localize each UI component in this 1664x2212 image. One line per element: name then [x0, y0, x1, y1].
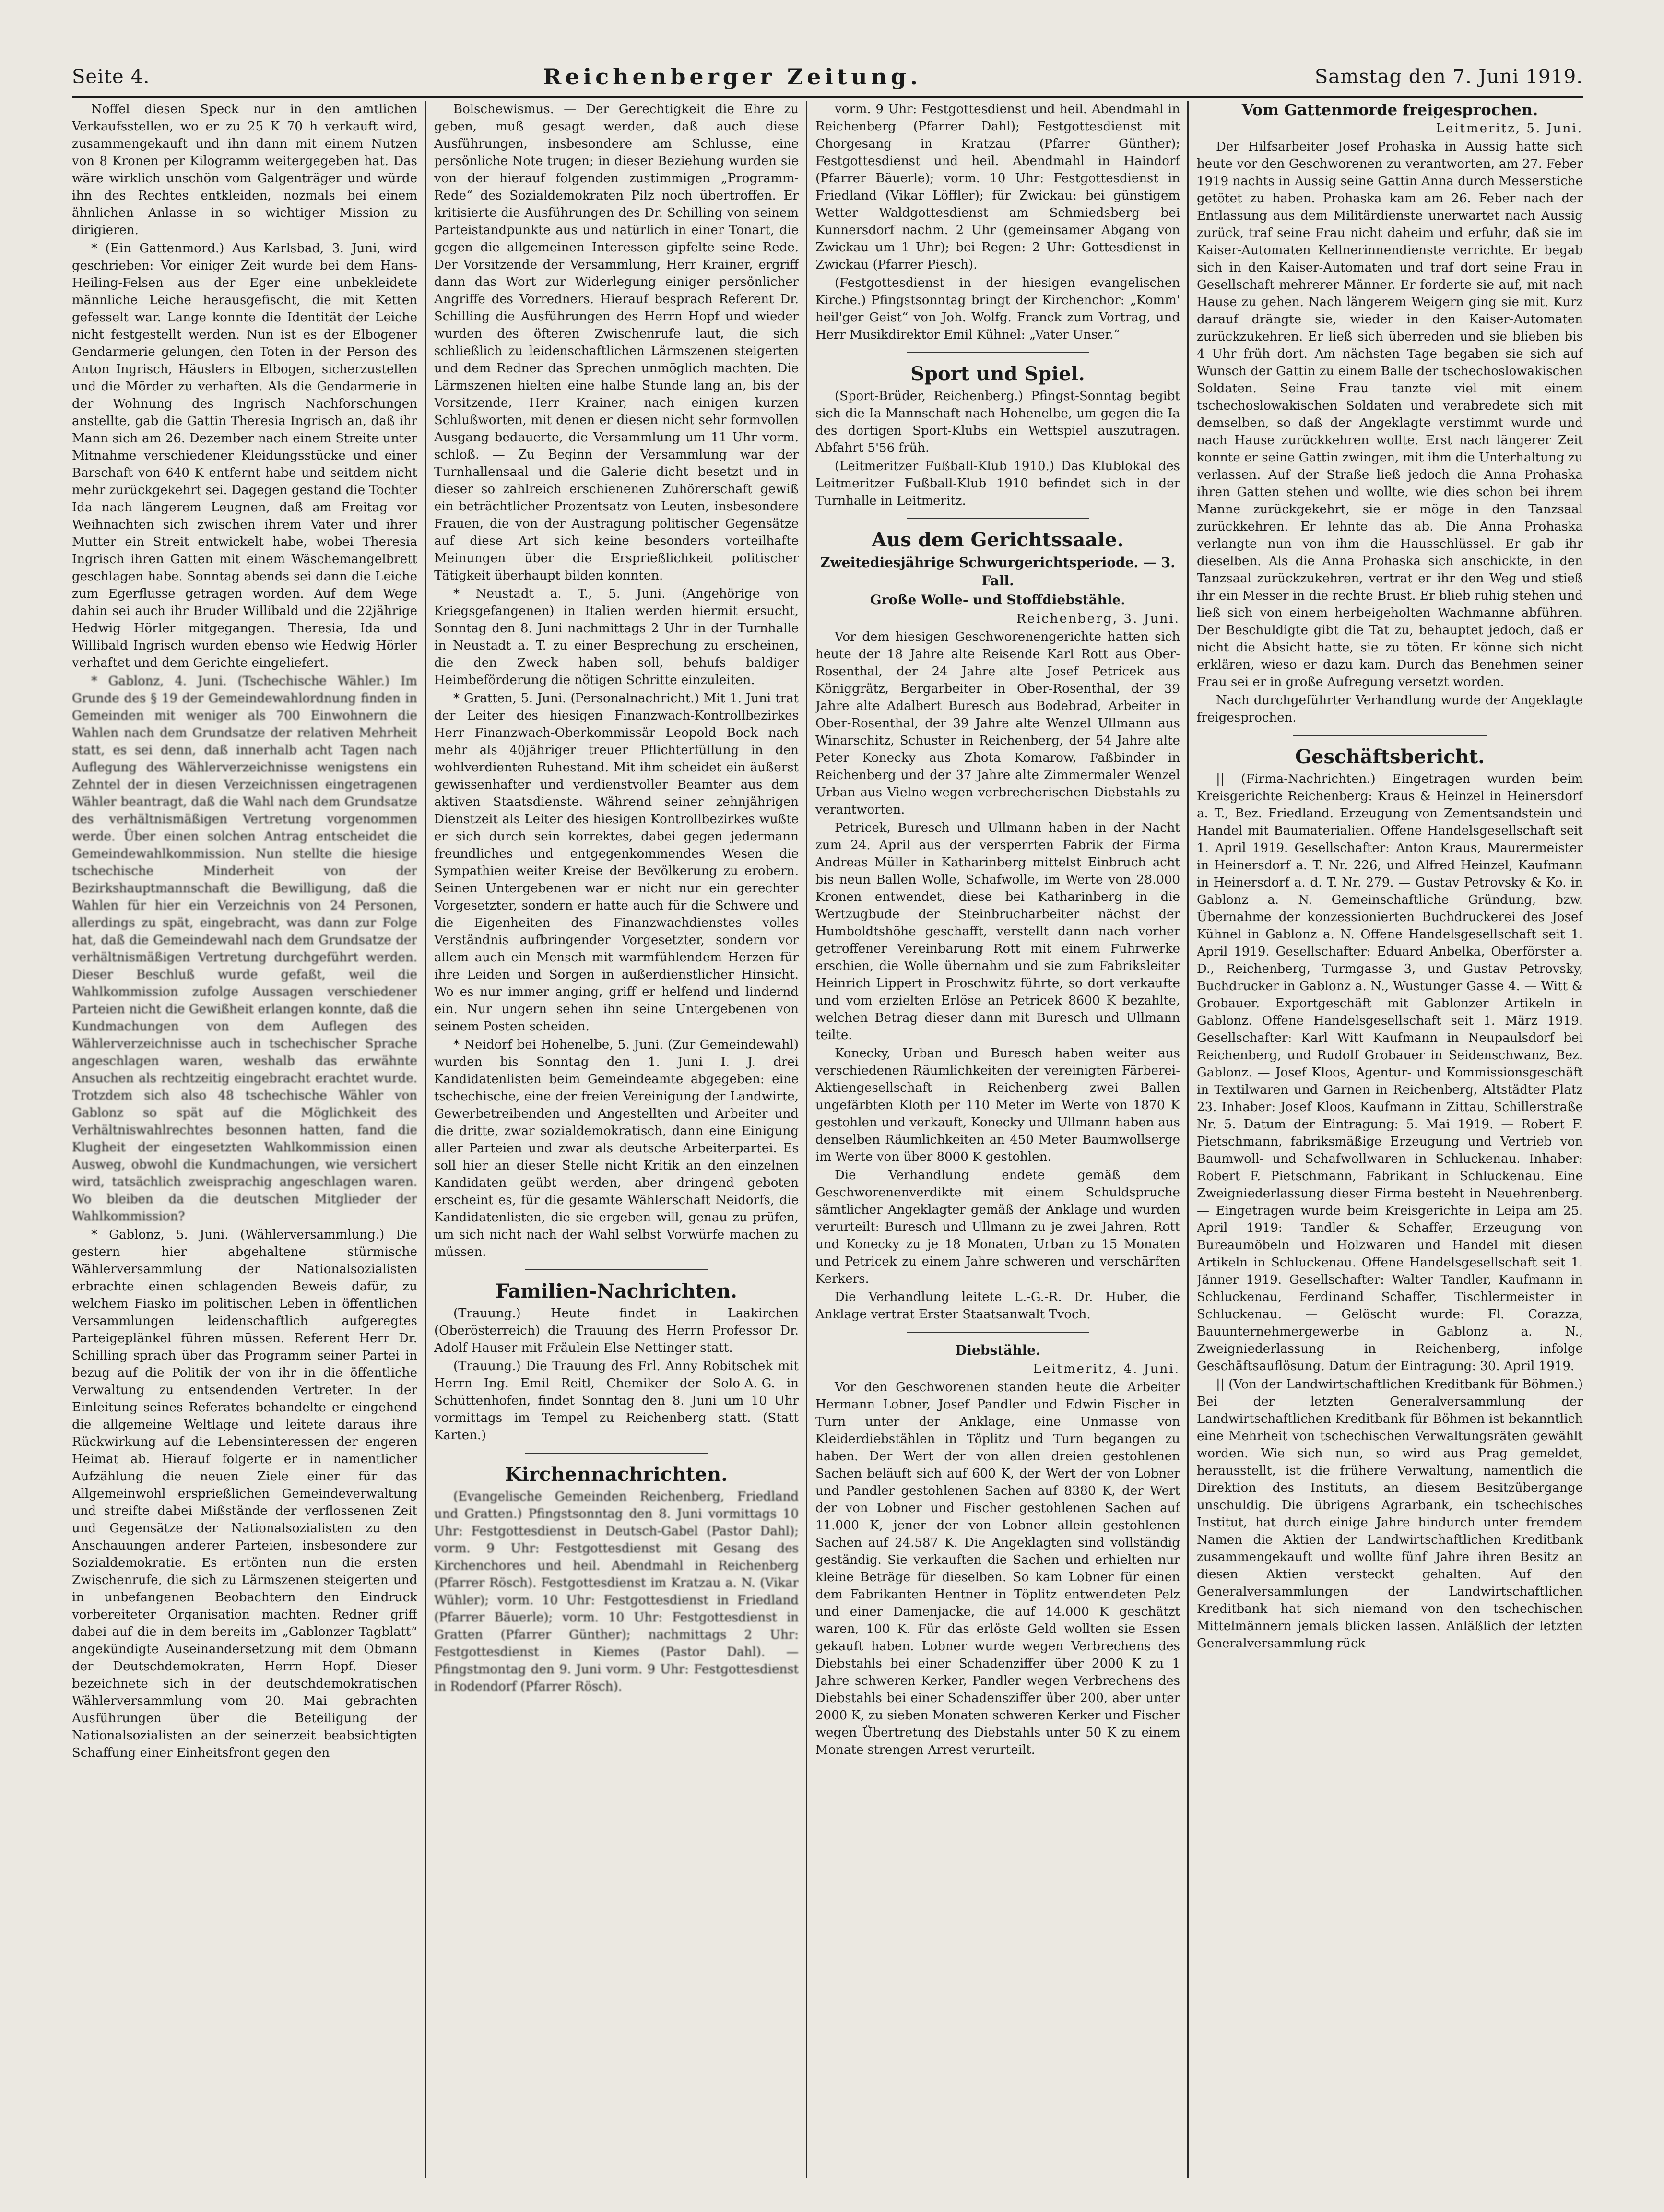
article-trauung: (Trauung.) Die Trauung des Frl. Anny Robitschek mit Herrn Ing. Emil Reitl, Chemiker der Solo-A.-G. in Schüttenhofen, findet Sonntag den 8. Juni um 10 Uhr vormittags im Tempel zu Reichenberg statt. (Statt Karten.)	[434, 1359, 799, 1443]
section-heading-business: Geschäftsbericht.	[1295, 745, 1485, 768]
article-tschechische-waehler: * Gablonz, 4. Juni. (Tschechische Wähler.) Im Grunde des § 19 der Gemeindewahlordnung finden in Gemeinden mit weniger als 700 Einwohnern die Wahlen nach dem Grundsatze der relativen Mehrheit statt, es sei denn, daß innerhalb acht Tagen nach Auflegung des Wählerverzeichnisse wenigstens ein Zehntel der in diesen Verzeichnissen eingetragenen Wähler beantragt, daß die Wahl nach dem Grundsatze des verhältnismäßigen Vertretung vorgenommen werde. Über einen solchen Antrag entscheidet die Gemeindewahlkommission. Nun stellte die hiesige tschechische Minderheit von der Bezirkshauptmannschaft die Bewilligung, daß die Wahlen für hier ein Verzeichnis von 24 Personen, allerdings zu spät, eingebracht, was dann zur Folge hat, daß die Gemeindewahl nach dem Grundsatze der verhältnismäßigen Vertretung durchgeführt werden. Dieser Beschluß wurde gefaßt, weil die Wahlkommission zufolge Aussagen verschiedener Parteien nicht die Gewißheit erlangen konnte, daß die Kundmachungen von dem Auflegen des Wählerverzeichnisse auch in tschechischer Sprache angeschlagen waren, weshalb das erwähnte Ansuchen als rechtzeitig eingebracht erachtet wurde. Trotzdem sich also 48 tschechische Wähler von Gablonz so spät auf die Möglichkeit des Verhältniswahlrechtes besonnen hatten, fand die Klugheit der eingesetzten Wahlkommission einen Ausweg, obwohl die Kundmachungen, wie versichert wird, tatsächlich zweisprachig angeschlagen waren. Wo bleiben da die deutschen Mitglieder der Wahlkommission?	[72, 674, 417, 1224]
dateline: Leitmeritz, 5. Juni.	[1436, 121, 1583, 136]
section-separator	[907, 352, 1089, 353]
header-rule	[72, 96, 1583, 98]
article-paragraph: Petricek, Buresch und Ullmann haben in der Nacht zum 24. April aus der versperrten Fabrik der Firma Andreas Müller in Katharinberg mittelst Einbruch acht bis neun Ballen Wolle, Schafwolle, im Werte von 28.000 Kronen entwendet, diese bei Katharinberg in die Wertzugbude der Steinbrucharbeiter nächst der Humboldtshöhe geschafft, verstellt dann nach vorher getroffener Vereinbarung Rott mit einem Fuhrwerke erschien, die Wolle übernahm und sie zum Fabriksleiter Heinrich Lippert in Proschwitz führte, so dort verkaufte und vom erzielten Erlöse an Petricek 8600 K bezahlte, welchen Betrag dieser dann mit Buresch und Ullmann teilte.	[815, 821, 1180, 1042]
article-paragraph: Nach durchgeführter Verhandlung wurde der Angeklagte freigesprochen.	[1197, 693, 1583, 725]
article-paragraph: Der Hilfsarbeiter Josef Prohaska in Aussig hatte sich heute vor den Geschworenen zu verantworten, am 27. Feber 1919 nachts in Aussig seine Gattin Anna durch Messerstiche getötet zu haben. Prohaska kam am 26. Feber nach der Entlassung aus dem Militärdienste unerwartet nach Aussig zurück, traf seine Frau nicht daheim und erfuhr, daß sie im Kaiser-Automaten Kellnerinnendienste verrichte. Er begab sich in den Kaiser-Automaten und traf dort seine Frau in Gesellschaft mehrerer Männer. Er forderte sie auf, mit nach Hause zu gehen. Nach längerem Weigern ging sie mit. Kurz darauf drängte sie, wieder in den Kaiser-Automaten zurückzukehren. Er ließ sich überreden und sie blieben bis 4 Uhr früh dort. Am nächsten Tage begaben sie sich auf Wunsch der Gattin zu einem Balle der tschechoslowakischen Soldaten. Seine Frau tanzte viel mit einem tschechoslowakischen Soldaten und verabredete sich mit demselben, so daß der Angeklagte verstimmt wurde und nach Hause zurückkehren wollte. Erst nach längerer Zeit konnte er seine Gattin zwingen, mit ihm die Unterhaltung zu verlassen. Auf der Straße ließ jedoch die Anna Prohaska ihren Gatten stehen und wollte, wie dies schon bei ihrem Manne zurückgekehrt, sie er möge in den Tanzsaal zurückkehren. Er lehnte das ab. Die Anna Prohaska verlangte nun von ihm die Hausschlüssel. Er gab ihr dieselben. Als die Anna Prohaska sich anschickte, in den Tanzsaal zurückzukehren, vertrat er ihr den Weg und stieß ihr ein Messer in die rechte Brust. Er blieb ruhig stehen und ließ sich von einem herbeigeholten Wachmanne abführen. Der Beschuldigte gibt die Tat zu, behauptet jedoch, daß er nicht die Absicht hatte, sie zu töten. Er könne sich nicht erklären, wieso er dazu kam. Durch das Benehmen seiner Frau sei er in große Aufregung versetzt worden.	[1197, 140, 1583, 689]
column-divider	[425, 101, 426, 2178]
column-divider	[806, 101, 807, 2178]
section-heading-court: Aus dem Gerichtssaale.	[872, 529, 1124, 551]
article-paragraph: Konecky, Urban und Buresch haben weiter aus verschiedenen Räumlichkeiten der vereinigten Färberei-Aktiengesellschaft in Reichenberg zwei Ballen ungefärbten Kloth per 110 Meter im Werte von 1870 K gestohlen und verkauft, Konecky und Ullmann haben aus denselben Räumlichkeiten an 450 Meter Baumwollserge im Werte von über 8000 K gestohlen.	[815, 1046, 1180, 1164]
subheading-theft: Diebstähle.	[955, 1342, 1040, 1358]
dateline: Reichenberg, 3. Juni.	[1016, 612, 1180, 626]
article-paragraph: Vor den Geschworenen standen heute die Arbeiter Hermann Lobner, Josef Pandler und Edwin Fischer in Turn unter der Anklage, eine Unmasse von Kleiderdiebstählen in Töplitz und Turn begangen zu haben. Der Wert der von allen dreien gestohlenen Sachen beläuft sich auf 600 K, der Wert der von Lobner und Pandler gestohlenen Sachen auf 8380 K, der Wert der von Lobner und Fischer gestohlenen Sachen auf 11.000 K, jener der von Lobner allein gestohlenen Sachen auf 24.587 K. Die Angeklagten sind vollständig geständig. Sie verkauften die Sachen und erhielten nur kleine Beträge für dieselben. So kam Lobner für einen dem Fabrikanten Hentner in Töplitz entwendeten Pelz und einer Damenjacke, die auf 14.000 K geschätzt waren, 100 K. Für das erlöste Geld wollten sie Essen gekauft haben. Lobner wurde wegen Verbrechens des Diebstahls bei einer Schadenziffer über 2000 K zu 1 Jahre schweren Kerker, Pandler wegen Verbrechens des Diebstahls bei einer Schadensziffer über 200, aber unter 2000 K, zu sieben Monaten schweren Kerker und Fischer wegen Übertretung des Diebstahls unter 50 K zu einem Monate strengen Arrest verurteilt.	[815, 1380, 1180, 1757]
masthead	[72, 58, 1583, 96]
article-paragraph: vorm. 9 Uhr: Festgottesdienst und heil. Abendmahl in Reichenberg (Pfarrer Dahl); Festgottesdienst mit Chorgesang in Kratzau (Pfarrer Günther); Festgottesdienst und heil. Abendmahl in Haindorf (Pfarrer Bäuerle); vorm. 10 Uhr: Festgottesdienst in Friedland (Vikar Löffler); für Zwickau: bei günstigem Wetter Waldgottesdienst am Schmiedsberg bei Kunnersdorf nachm. 2 Uhr (gemeinsamer Abgang von Zwickau um 1 Uhr); bei Regen: 2 Uhr: Gottesdienst in Zwickau (Pfarrer Piesch).	[815, 102, 1180, 272]
section-heading-sport: Sport und Spiel.	[910, 363, 1085, 385]
article-waehlerversammlung: * Gablonz, 5. Juni. (Wählerversammlung.) Die gestern hier abgehaltene stürmische Wählerversammlung der Nationalsozialisten erbrachte einen schlagenden Beweis dafür, zu welchem Fiasko im politischen Leben in öffentlichen Versammlungen leidenschaftlich aufgeregtes Parteigeplänkel führen müssen. Referent Herr Dr. Schilling sprach über das Programm seiner Partei in bezug auf die Politik der von ihr in die öffentliche Verwaltung zu entsendenden Vertreter. In der Einleitung seines Referates behandelte er eingehend die allgemeine Weltlage und leitete daraus ihre Rückwirkung auf die Lebensinteressen der engeren Heimat ab. Hierauf folgerte er in namentlicher Aufzählung die neuen Ziele einer für das Allgemeinwohl ersprießlichen Gemeindeverwaltung und streifte dabei Mißstände der verflossenen Zeit und Gegensätze der Nationalsozialisten zu den Anschauungen anderer Parteien, insbesondere zur Sozialdemokratie. Es ertönten nun die ersten Zwischenrufe, die sich zu Lärmszenen steigerten und in unbefangenen Beobachtern den Eindruck vorbereiteter Organisation machten. Redner griff dabei auf die in dem bereits im „Gablonzer Tagblatt“ angekündigte Auseinandersetzung mit dem Obmann der Deutschdemokraten, Herrn Hopf. Dieser bezeichnete sich in der deutschdemokratischen Wählerversammlung vom 20. Mai gebrachten Ausführungen über die Beteiligung der Nationalsozialisten an der seinerzeit beabsichtigten Schaffung einer Einheitsfront gegen den	[72, 1228, 417, 1760]
column-4	[1197, 101, 1583, 2178]
section-heading-church: Kirchennachrichten.	[505, 1463, 728, 1486]
article-sport-brueder: (Sport-Brüder, Reichenberg.) Pfingst-Sonntag begibt sich die Ia-Mannschaft nach Hohenelbe, um gegen die Ia des dortigen Sport-Klubs ein Wettspiel auszutragen. Abfahrt 5'56 früh.	[815, 389, 1180, 455]
article-gattenmord: * (Ein Gattenmord.) Aus Karlsbad, 3. Juni, wird geschrieben: Vor einiger Zeit wurde bei dem Hans-Heiling-Felsen aus der Eger eine unbekleidete männliche Leiche herausgefischt, die mit Ketten gefesselt war. Lange konnte die Identität der Leiche nicht festgestellt werden. Nun ist es der Elbogener Gendarmerie gelungen, den Toten in der Person des Anton Ingrisch, Häuslers in Elbogen, sicherzustellen und die Mörder zu verhaften. Als die Gendarmerie in der Wohnung des Ingrisch Nachforschungen anstellte, gab die Gattin Theresia Ingrisch an, daß ihr Mann sich am 26. Dezember nach einem Streite unter Mitnahme verschiedener Kleidungsstücke und einer Barschaft von 640 K entfernt habe und seitdem nicht mehr zurückgekehrt sei. Dagegen gestand die Tochter Ida nach längerem Leugnen, daß am Freitag vor Weihnachten sich zwischen ihrem Vater und ihrer Mutter ein Streit entwickelt habe, wobei Theresia Ingrisch ihren Gatten mit einem Wäschemangelbrett geschlagen habe. Sonntag abends sei dann die Leiche zum Egerflusse getragen worden. Auf dem Wege dahin sei auch ihr Bruder Willibald und die 22jährige Hedwig Hörler mitgegangen. Theresia, Ida und Willibald Ingrisch wurden ebenso wie Hedwig Hörler verhaftet und dem Gerichte eingeliefert.	[72, 241, 417, 670]
article-paragraph: Noffel diesen Speck nur in den amtlichen Verkaufsstellen, wo er zu 25 K 70 h verkauft wird, zusammengekauft und ihn dann mit einem Nutzen von 8 Kronen per Kilogramm weitergegeben hat. Das wäre wirklich unschön vom Galgenträger und würde ihn des Rechtes entkleiden, nozmals bei einem ähnlichen Anlasse in so wichtiger Mission zu dirigieren.	[72, 102, 417, 237]
column-1	[72, 101, 417, 2178]
section-separator	[525, 1453, 708, 1454]
article-church: (Evangelische Gemeinden Reichenberg, Friedland und Gratten.) Pfingstsonntag den 8. Juni vormittags 10 Uhr: Festgottesdienst in Deutsch-Gabel (Pastor Dahl); vorm. 9 Uhr: Festgottesdienst mit Gesang des Kirchenchores und heil. Abendmahl in Reichenberg (Pfarrer Rösch). Festgottesdienst im Kratzau a. N. (Vikar Wühler); vorm. 10 Uhr: Festgottesdienst in Friedland (Pfarrer Bäuerle); vorm. 10 Uhr: Festgottesdienst in Gratten (Pfarrer Günther); nachmittags 2 Uhr: Festgottesdienst in Kiemes (Pastor Dahl). — Pfingstmontag den 9. Juni vorm. 9 Uhr: Festgottesdienst in Rodendorf (Pfarrer Rösch).	[434, 1490, 799, 1694]
subheading: Zweitediesjährige Schwurgerichtsperiode. — 3. Fall.	[820, 555, 1175, 589]
article-festgottesdienst: (Festgottesdienst in der hiesigen evangelischen Kirche.) Pfingstsonntag bringt der Kirchenchor: „Komm' heil'ger Geist“ von Joh. Wolfg. Franck zum Vortrag, und Herr Musikdirektor Emil Kühnel: „Vater Unser.“	[815, 276, 1180, 342]
article-paragraph: Die Verhandlung leitete L.-G.-R. Dr. Huber, die Anklage vertrat Erster Staatsanwalt Tvoch.	[815, 1290, 1180, 1322]
section-heading-gattenmord: Vom Gattenmorde freigesprochen.	[1241, 101, 1538, 119]
column-divider	[1187, 101, 1189, 2178]
section-separator	[1293, 735, 1487, 736]
article-paragraph: Bolschewismus. — Der Gerechtigkeit die Ehre zu geben, muß gesagt werden, daß auch diese Ausführungen, insbesondere am Schlusse, eine persönliche Note trugen; in dieser Beziehung wurden sie von der hierauf folgenden zustimmigen „Programm-Rede“ des Sozialdemokraten Pilz noch übertroffen. Er kritisierte die Ausführungen des Dr. Schilling von seinem Parteistandpunkte aus und natürlich in einer Tonart, die gegen die allgemeinen Interessen gipfelte seine Rede. Der Vorsitzende der Versammlung, Herr Krainer, ergriff dann das Wort zur Widerlegung einiger persönlicher Angriffe des Vorredners. Hierauf besprach Referent Dr. Schilling die Ausführungen des Herrn Hopf und wieder wurden des öfteren Zwischenrufe laut, die sich schließlich zu leidenschaftlichen Lärmszenen steigerten und dem Redner das Sprechen unmöglich machten. Die Lärmszenen hielten eine halbe Stunde lang an, bis der Vorsitzende, Herr Krainer, nach einigen kurzen Schlußworten, mit denen er diesen nicht sehr formvollen Ausgang bedauerte, die Versammlung um 11 Uhr vorm. schloß. — Zu Beginn der Versammlung war der Turnhallensaal und die Galerie dicht besetzt und in dieser so zahlreich erschienenen Zuhörerschaft gewiß ein beträchtlicher Prozentsatz von Leuten, insbesondere Frauen, die von der Austragung politischer Gegensätze auf diese Art sich keine besonders vorteilhafte Meinungen über die Ersprießlichkeit politischer Tätigkeit überhaupt bilden konnten.	[434, 102, 799, 583]
dateline: Leitmeritz, 4. Juni.	[1033, 1362, 1180, 1376]
article-kreditbank: || (Von der Landwirtschaftlichen Kreditbank für Böhmen.) Bei der letzten Generalversammlung der Landwirtschaftlichen Kreditbank für Böhmen ist bekanntlich eine Mehrheit von tschechischen Verwaltungsräten gewählt worden. Wie sich nun, so wird aus Prag gemeldet, herausstellt, ist die frühere Verwaltung, namentlich die Direktion des Instituts, an diesem Besitzübergange unschuldig. Die übrigens Agrarbank, ein tschechisches Institut, hat durch einige Jahre hindurch unter fremdem Namen die Aktien der Landwirtschaftlichen Kreditbank zusammengekauft und wollte fünf Jahre ihren Besitz an diesen Aktien versteckt gehalten. Auf den Generalversammlungen der Landwirtschaftlichen Kreditbank hat sich niemand von den tschechischen Mittelmännern jemals blicken lassen. Anläßlich der letzten Generalversammlung rück-	[1197, 1377, 1583, 1651]
article-paragraph: Die Verhandlung endete gemäß dem Geschworenenverdikte mit einem Schuldspruche sämtlicher Angeklagter gemäß der Anklage und wurden verurteilt: Buresch und Ullmann zu je zwei Jahren, Rott und Konecky zu je 18 Monaten, Urban zu 15 Monaten und Petricek zu einem Jahre schweren und verschärften Kerkers.	[815, 1168, 1180, 1286]
article-trauung: (Trauung.) Heute findet in Laakirchen (Oberösterreich) die Trauung des Herrn Professor Dr. Adolf Hauser mit Fräulein Else Nettinger statt.	[434, 1306, 799, 1355]
section-separator	[525, 1269, 708, 1270]
section-separator	[907, 1332, 1089, 1333]
article-kriegsgefangene: * Neustadt a. T., 5. Juni. (Angehörige von Kriegsgefangenen) in Italien werden hiermit ersucht, Sonntag den 8. Juni nachmittags 2 Uhr in der Turnhalle in Neustadt a. T. zu einer Besprechung zu erscheinen, die den Zweck haben soll, behufs baldiger Heimbeförderung die nötigen Schritte einzuleiten.	[434, 587, 799, 687]
section-heading-family: Familien-Nachrichten.	[496, 1280, 737, 1302]
newspaper-title: Reichenberger Zeitung.	[543, 64, 922, 90]
column-2	[434, 101, 799, 2178]
article-personalnachricht: * Gratten, 5. Juni. (Personalnachricht.) Mit 1. Juni trat der Leiter des hiesigen Finanzwach-Kontrollbezirkes Herr Finanzwach-Oberkommissär Leopold Bock nach mehr als 40jähriger treuer Pflichterfüllung in den wohlverdienten Ruhestand. Mit ihm scheidet ein äußerst gewissenhafter und verdienstvoller Beamter aus dem aktiven Staatsdienste. Während seiner zehnjährigen Dienstzeit als Leiter des hiesigen Kontrollbezirkes wußte er sich durch sein korrektes, dabei gegen jedermann freundliches und entgegenkommendes Wesen die Sympathien weiter Kreise der Bevölkerung zu erobern. Seinen Untergebenen war er nicht nur ein gerechter Vorgesetzter, sondern er hatte auch für die Schwere und die Eigenheiten des Finanzwachdienstes volles Verständnis aufbringender Vorgesetzter, sondern vor allem auch ein Mensch mit warmfühlendem Herzen für ihre Leiden und Sorgen in außerdienstlicher Hinsicht. Wo es nur immer anging, griff er helfend und lindernd ein. Nur ungern sehen ihn seine Untergebenen von seinem Posten scheiden.	[434, 691, 799, 1034]
article-gemeindewahl: * Neidorf bei Hohenelbe, 5. Juni. (Zur Gemeindewahl) wurden bis Sonntag den 1. Juni I. J. drei Kandidatenlisten beim Gemeindeamte abgegeben: eine tschechische, eine der freien Vereinigung der Landwirte, Gewerbetreibenden und Angestellten und Arbeiter und die dritte, zwar sozialdemokratisch, dann eine Einigung aller Parteien und zwar als deutsche Arbeiterpartei. Es soll hier an dieser Stelle nicht Kritik an den einzelnen Kandidaten geübt werden, aber dringend geboten erscheint es, für die gesamte Wählerschaft Neidorfs, die Kandidatenlisten, die sie ergeben will, genau zu prüfen, um sich nicht nach der Wahl selbst Vorwürfe machen zu müssen.	[434, 1038, 799, 1259]
column-3	[815, 101, 1180, 2178]
section-separator	[907, 518, 1089, 519]
subheading: Große Wolle- und Stoffdiebstähle.	[870, 592, 1126, 608]
article-paragraph: Vor dem hiesigen Geschworenengerichte hatten sich heute der 18 Jahre alte Reisende Karl Rott aus Ober-Rosenthal, der 24 Jahre alte Josef Petricek aus Königgrätz, Bergarbeiter in Ober-Rosenthal, der 39 Jahre alte Adalbert Buresch aus Bodebrad, Arbeiter in Ober-Rosenthal, der 39 Jahre alte Wenzel Ullmann aus Winarschitz, Schuster in Reichenberg, der 54 Jahre alte Peter Konecky aus Zhota Komarow, Faßbinder in Reichenberg und der 37 Jahre alte Zimmermaler Wenzel Urban aus Vielno wegen verbrecherischen Diebstahls zu verantworten.	[815, 630, 1180, 817]
issue-date: Samstag den 7. Juni 1919.	[1314, 66, 1583, 88]
article-firma-nachrichten: || (Firma-Nachrichten.) Eingetragen wurden beim Kreisgerichte Reichenberg: Kraus & Heinzel in Heinersdorf a. T., Bez. Friedland. Erzeugung von Zementsandstein und Handel mit Baumaterialien. Offene Handelsgesellschaft seit 1. April 1919. Gesellschafter: Anton Kraus, Maurermeister in Heinersdorf a. T. Nr. 226, und Alfred Heinzel, Kaufmann in Heinersdorf a. d. T. Nr. 279. — Gustav Petrovsky & Ko. in Gablonz a. N. Gemeinschaftliche Gründung, bzw. Übernahme der konzessionierten Buchdruckerei des Josef Kühnel in Gablonz a. N. Offene Handelsgesellschaft seit 1. April 1919. Gesellschafter: Eduard Anbelka, Oberförster a. D., Reichenberg, Turmgasse 3, und Gustav Petrovsky, Buchdrucker in Gablonz a. N., Wustunger Gasse 4. — Witt & Grobauer. Exportgeschäft mit Gablonzer Artikeln in Gablonz. Offene Handelsgesellschaft seit 1. März 1919. Gesellschafter: Karl Witt Kaufmann in Neupaulsdorf bei Reichenberg, und Rudolf Grobauer in Seidenschwanz, Bez. Gablonz. — Josef Kloos, Agentur- und Kommissionsgeschäft in Textilwaren und Garnen in Reichenberg, Altstädter Platz 23. Inhaber: Josef Kloos, Kaufmann in Zittau, Schillerstraße Nr. 5. Datum der Eintragung: 5. Mai 1919. — Robert F. Pietschmann, fabriksmäßige Erzeugung und Vertrieb von Baumwoll- und Schafwollwaren in Schluckenau. Inhaber: Robert F. Pietschmann, Fabrikant in Schluckenau. Eine Zweigniederlassung dieser Firma besteht in Neuehrenberg. — Eingetragen wurde beim Kreisgerichte in Leipa am 25. April 1919: Tandler & Schaffer, Erzeugung von Bureaumöbeln und Holzwaren und Handel mit diesen Artikeln in Schluckenau. Offene Handelsgesellschaft seit 1. Jänner 1919. Gesellschafter: Walter Tandler, Kaufmann in Schluckenau, Ferdinand Schaffer, Tischlermeister in Schluckenau. — Gelöscht wurde: Fl. Corazza, Bauunternehmergewerbe in Gablonz a. N., Zweigniederlassung in Reichenberg, infolge Geschäftsauflösung. Datum der Eintragung: 30. April 1919.	[1197, 772, 1583, 1373]
article-fussball-klub: (Leitmeritzer Fußball-Klub 1910.) Das Klublokal des Leitmeritzer Fußball-Klub 1910 befindet sich in der Turnhalle in Leitmeritz.	[815, 459, 1180, 508]
page-number: Seite 4.	[72, 66, 150, 88]
